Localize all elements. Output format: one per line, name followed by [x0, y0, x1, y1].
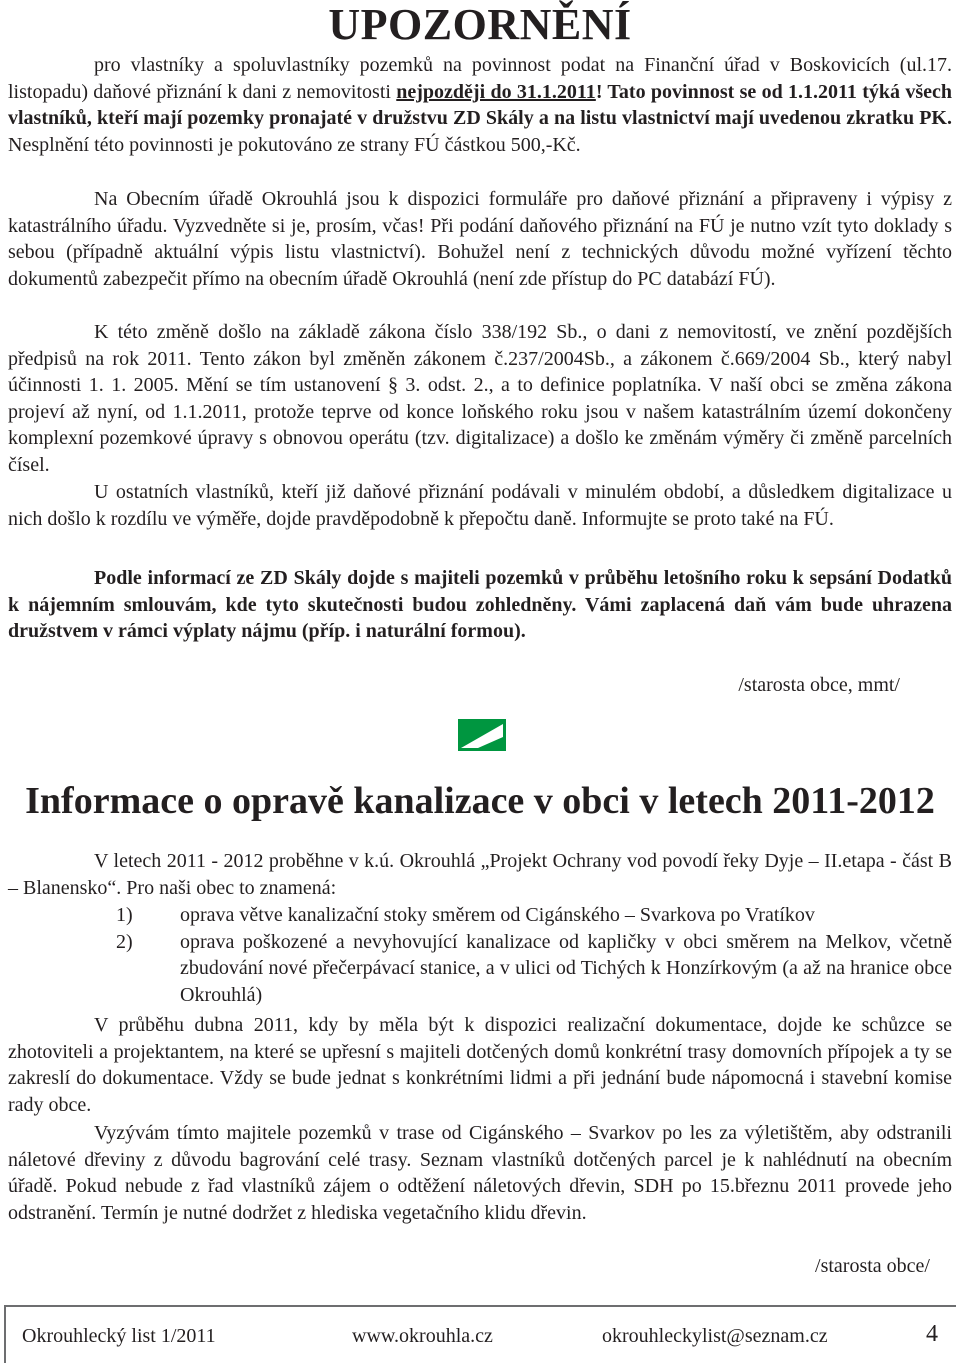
notice-p1-text: pro vlastníky a spoluvlastníky pozemků na povinnost podat na Finanční úřad v Boskovicích (ul.17. listopadu) daňové přiznání k dani z nemovitosti — [8, 54, 952, 103]
sewer-intro — [8, 848, 952, 901]
sewer-intro-text: V letech 2011 - 2012 proběhne v k.ú. Okrouhlá „Projekt Ochrany vod povodí řeky Dyje – II.etapa - část B – Blanensko“. Pro naši obec to znamená: — [8, 850, 952, 899]
sewer-signature: /starosta obce/ — [815, 1255, 930, 1277]
village-logo-icon — [458, 719, 506, 751]
notice-paragraph-1 — [8, 52, 952, 158]
list-item-text: oprava větve kanalizační stoky směrem od Cigánského – Svarkova po Vratíkov — [180, 904, 815, 926]
notice-title: UPOZORNĚNÍ — [328, 0, 632, 49]
notice-signature: /starosta obce, mmt/ — [738, 674, 900, 696]
notice-p1-penalty: Nesplnění této povinnosti je pokutováno ze strany FÚ částkou 500,-Kč. — [8, 133, 581, 156]
sewer-p8-text: Vyzývám tímto majitele pozemků v trase od Cigánského – Svarkov po les za výletištěm, aby odstranili náletové dřeviny z důvodu bagrování celé trasy. Seznam vlastníků dotčených parcel je k nahlédnutí na obecním úřadě. Pokud nebude z řad vlastníků zájem o odtěžení náletových dřevin, SDH po 15.březnu 2011 provede jeho odstranění. Termín je nutné dodržet z hlediska vegetačního klidu dřevin. — [8, 1122, 952, 1224]
notice-paragraph-5 — [8, 565, 952, 645]
notice-deadline: nejpozději do 31.1.2011 — [396, 80, 596, 103]
notice-p3-text: K této změně došlo na základě zákona číslo 338/192 Sb., o dani z nemovitostí, ve znění pozdějších předpisů na rok 2011. Tento zákon byl změněn zákonem č.237/2004Sb., a zákonem č.669/2004 Sb., který nabyl účinnosti 1. 1. 2005. Mění se tím ustanovení § 3. odst. 2., a to definice poplatníka. V naší obci se změna zákona projeví až nyní, od 1.1.2011, protože teprve od konce loňského roku jsou v našem katastrálním území dokončeny komplexní pozemkové úpravy s obnovou operátu (tzv. digitalizace) a došlo ke změnám výměry či změně parcelních čísel. — [8, 321, 952, 476]
sewer-list — [8, 902, 952, 1008]
notice-p5-text: Podle informací ze ZD Skály dojde s majiteli pozemků v průběhu letošního roku k sepsání Dodatků k nájemním smlouvám, kde tyto skutečnosti budou zohledněny. Vámi zaplacená daň vám bude uhrazena družstvem v rámci výplaty nájmu (příp. i naturální formou). — [8, 567, 952, 643]
footer-email-link[interactable]: okrouhleckylist@seznam.cz — [602, 1325, 828, 1347]
notice-paragraph-3 — [8, 319, 952, 479]
notice-p2-text: Na Obecním úřadě Okrouhlá jsou k dispozici formuláře pro daňové přiznání a připraveny i výpisy z katastrálního úřadu. Vyzvedněte si je, prosím, včas! Při podání daňového přiznání na FÚ je nutno vzít tyto doklady s sebou (případně aktuální výpis listu vlastnictví). Bohužel není z technických důvodu možné vyřízení těchto dokumentů zabezpečit přímo na obecním úřadě Okrouhlá (není zde přístup do PC databází FÚ). — [8, 188, 952, 290]
list-item-number: 1) — [116, 904, 133, 926]
page-number: 4 — [926, 1321, 938, 1347]
list-item — [8, 902, 952, 929]
notice-paragraph-2 — [8, 186, 952, 292]
list-item-number: 2) — [116, 930, 133, 953]
notice-paragraph-4 — [8, 479, 952, 532]
sewer-paragraph-2 — [8, 1012, 952, 1118]
footer-publication: Okrouhlecký list 1/2011 — [22, 1325, 216, 1347]
sewer-paragraph-3 — [8, 1120, 952, 1226]
footer-website-link[interactable]: www.okrouhla.cz — [352, 1325, 493, 1347]
sewer-p7-text: V průběhu dubna 2011, kdy by měla být k dispozici realizační dokumentace, dojde ke schůzce se zhotoviteli a projektantem, na které se upřesní s majiteli dotčených domů konkrétní trasy domovních přípojek a ty se zakreslí do dokumentace. Vždy se bude jednat s konkrétními lidmi a při jednání bude nápomocná i stavební komise rady obce. — [8, 1014, 952, 1116]
sewer-title: Informace o opravě kanalizace v obci v letech 2011-2012 — [25, 780, 935, 822]
list-item — [8, 929, 952, 1009]
list-item-text: oprava poškozené a nevyhovující kanalizace od kapličky v obci směrem na Melkov, včetně zbudování nové přečerpávací stanice, a v ulici od Tichých k Honzírkovým (a až na hranice obce Okrouhlá) — [180, 930, 952, 1006]
notice-p1-bold: ! Tato povinnost se od 1.1.2011 týká všech vlastníků, kteří mají pozemky pronajaté v družstvu ZD Skály a na listu vlastnictví mají uvedenou zkratku PK. — [8, 80, 952, 130]
notice-p4-text: U ostatních vlastníků, kteří již daňové přiznání podávali v minulém období, a důsledkem digitalizace u nich došlo k rozdílu ve výměře, dojde pravděpodobně k přepočtu daně. Informujte se proto také na FÚ. — [8, 481, 952, 530]
page-footer — [4, 1305, 956, 1363]
